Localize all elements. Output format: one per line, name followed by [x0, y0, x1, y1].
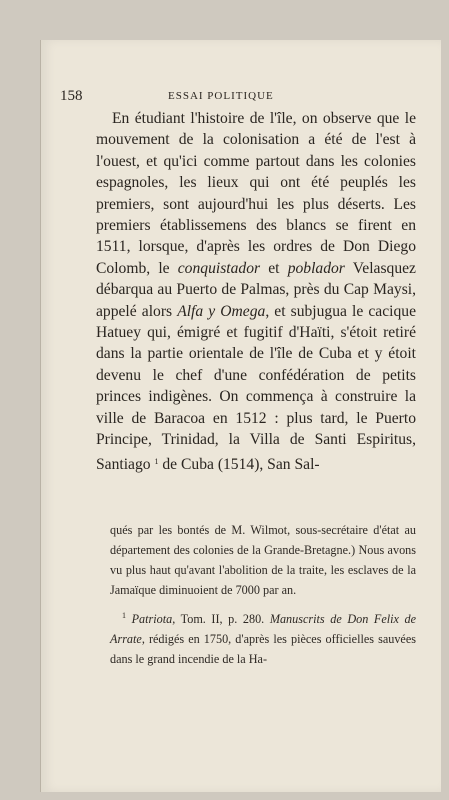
text-run: , Tom. II, p. 280. [172, 612, 270, 626]
italic-term: Alfa y Omega [177, 302, 266, 320]
text-run: de Cuba (1514), San Sal- [158, 455, 320, 473]
text-run: Velasquez débarqua au Puerto de Palmas, près du Cap Maysi, appelé alors [96, 259, 416, 320]
text-run: et [260, 259, 288, 277]
footnote-1 [110, 606, 416, 669]
text-run: , rédigés en 1750, d'après les pièces officielles sauvées dans le grand incendie de la Ha- [110, 632, 416, 666]
page-number: 158 [60, 88, 83, 104]
footnote-continued: qués par les bontés de M. Wilmot, sous-secrétaire d'état au département des colonies de la Grande-Bretagne.) Nous avons vu plus haut qu'avant l'abolition de la traite, les esclaves de la Jamaïque diminuoient de 7000 par an. [110, 523, 416, 597]
text-run: En étudiant l'histoire de l'île, on observe que le mouvement de la colonisation a été de l'est à l'ouest, et qu'ici comme partout dans les colonies espagnoles, les lieux qui ont été peuplés les premiers, sont aujourd'hui les plus déserts. Les premiers établissemens des blancs se firent en 1511, lorsque, d'après les ordres de Don Diego Colomb, le [96, 110, 416, 277]
italic-term: Manuscrits de Don Felix de Arrate [110, 612, 417, 646]
running-title: ESSAI POLITIQUE [168, 90, 274, 102]
text-run: , et subjugua le cacique Hatuey qui, émigré et fugitif d'Haïti, s'étoit retiré dans la partie orientale de l'île de Cuba et y étoit devenu le chef d'une confédération de petits princes indigènes. On commença à construire la ville de Baracoa en 1512 : plus tard, le Puerto Principe, Trinidad, la Villa de Santi Espiritus, Santiago [96, 302, 416, 473]
footnote-mark: 1 [122, 611, 126, 620]
italic-term: poblador [287, 259, 345, 277]
italic-term: Patriota [131, 612, 173, 626]
footnotes [110, 520, 416, 669]
main-paragraph [96, 108, 416, 475]
italic-term: conquistador [177, 259, 261, 277]
main-text [96, 108, 416, 475]
footnote-reference: 1 [154, 456, 159, 466]
